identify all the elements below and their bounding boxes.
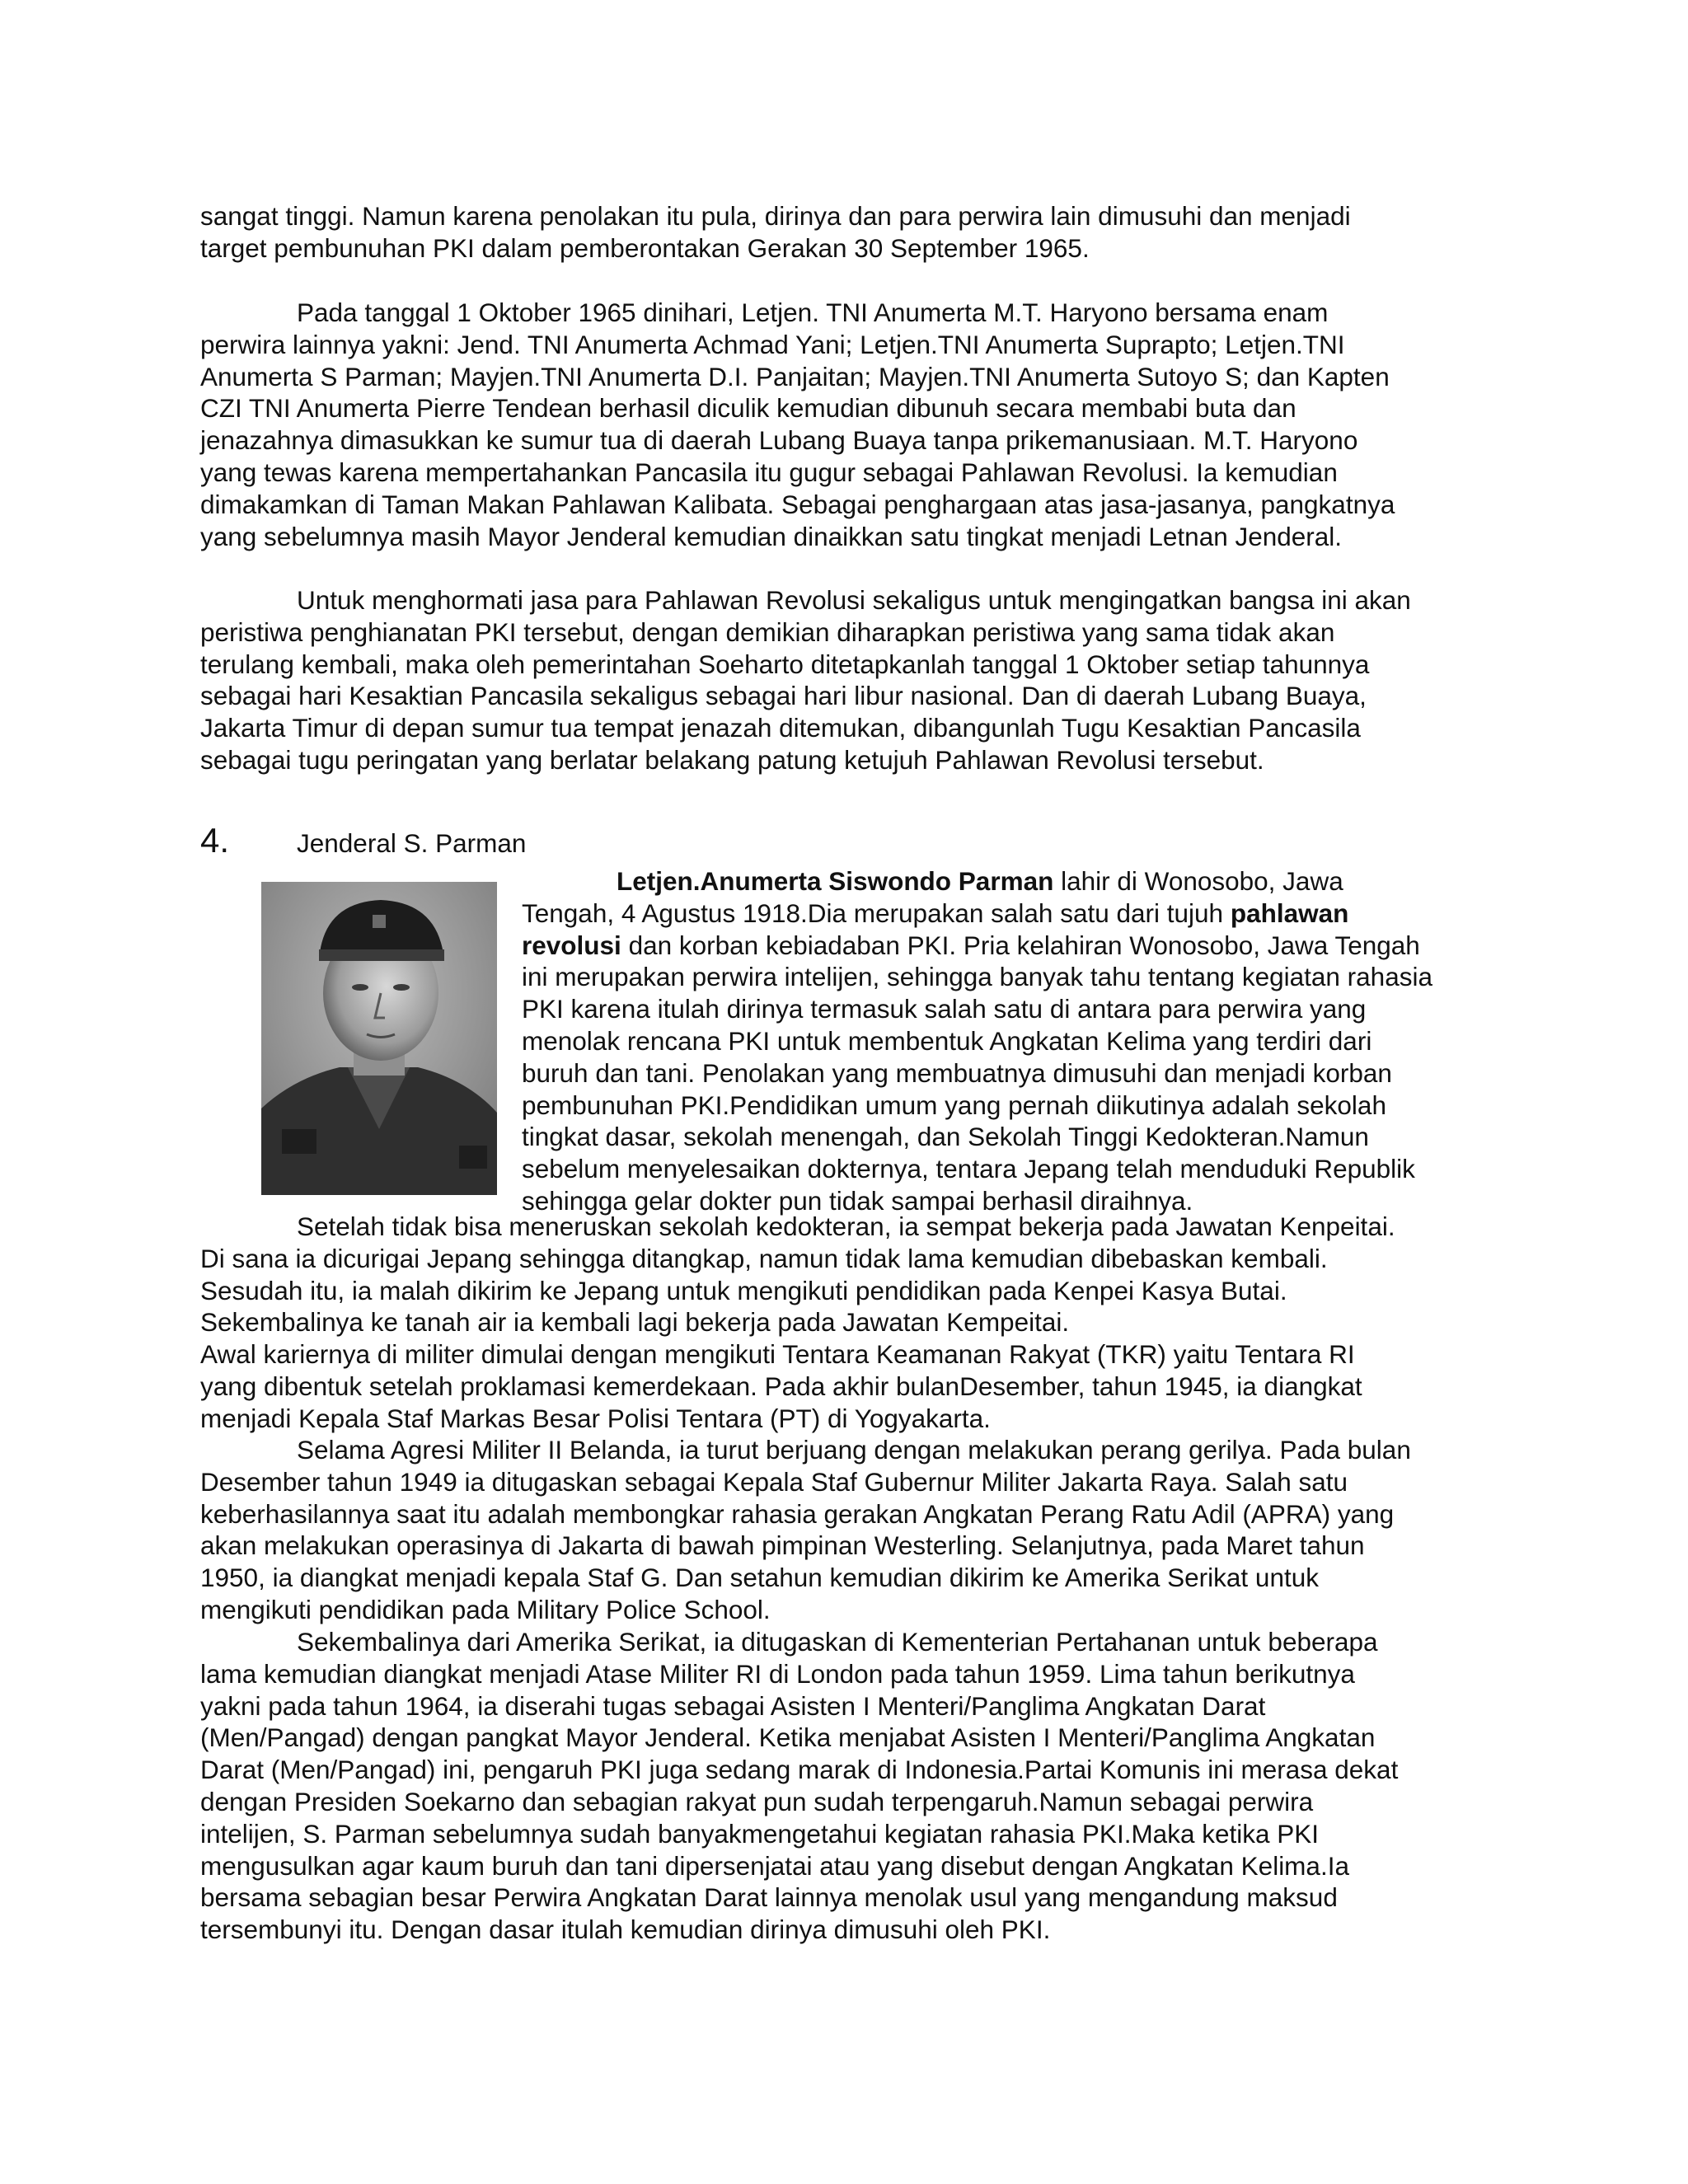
text-line: Jakarta Timur di depan sumur tua tempat jenazah ditemukan, dibangunlah Tugu Kesaktian Pancasila <box>200 713 1361 743</box>
text-line: Setelah tidak bisa meneruskan sekolah kedokteran, ia sempat bekerja pada Jawatan Kenpeitai. <box>297 1212 1395 1241</box>
text-line: sehingga gelar dokter pun tidak sampai berhasil diraihnya. <box>522 1185 1193 1216</box>
text-line: pembunuhan PKI.Pendidikan umum yang pernah diikutinya adalah sekolah <box>522 1090 1386 1120</box>
text-line: tingkat dasar, sekolah menengah, dan Sekolah Tinggi Kedokteran.Namun <box>522 1122 1369 1152</box>
text-line: Desember tahun 1949 ia ditugaskan sebagai Kepala Staf Gubernur Militer Jakarta Raya. Salah satu <box>200 1466 1348 1497</box>
text-line: yakni pada tahun 1964, ia diserahi tugas sebagai Asisten I Menteri/Panglima Angkatan Darat <box>200 1690 1266 1721</box>
text-line: menjadi Kepala Staf Markas Besar Polisi Tentara (PT) di Yogyakarta. <box>200 1403 991 1433</box>
text-line: Pada tanggal 1 Oktober 1965 dinihari, Letjen. TNI Anumerta M.T. Haryono bersama enam <box>297 298 1329 327</box>
section-number: 4. <box>200 821 230 860</box>
paragraph-5 <box>200 1338 1362 1434</box>
text-line: peristiwa penghianatan PKI tersebut, dengan demikian diharapkan peristiwa yang sama tidak akan <box>200 616 1335 647</box>
paragraph-1 <box>200 200 1351 265</box>
portrait-photo <box>261 882 497 1195</box>
text-line: Di sana ia dicurigai Jepang sehingga ditangkap, namun tidak lama kemudian dibebaskan kembali. <box>200 1243 1328 1273</box>
bio-intro: Letjen.Anumerta Siswondo Parman lahir di Wonosobo, Jawa Tengah, 4 Agustus 1918.Dia merupakan salah satu dari tujuh pahlawan revolusi dan korban kebiadaban PKI. Pria kelahiran Wonosobo, Jawa Tengah ini merupakan perwira intelijen, sehingga banyak tahu tentang kegiatan rahasia PKI karena itulah dirinya termasuk salah satu di antara para perwira yang menolak rencana PKI untuk membentuk Angkatan Kelima yang terdiri dari buruh dan tani. Penolakan yang membuatnya dimusuhi dan menjadi korban pembunuhan PKI.Pendidikan umum yang pernah diikutinya adalah sekolah tingkat dasar, sekolah menengah, dan Sekolah Tinggi Kedokteran.Namun sebelum menyelesaikan dokternya, tentara Jepang telah menduduki Republik sehingga gelar dokter pun tidak sampai berhasil diraihnya. <box>522 866 1432 1216</box>
section-heading <box>200 821 526 860</box>
person-name: Letjen.Anumerta Siswondo Parman <box>617 866 1054 896</box>
text-line: Awal kariernya di militer dimulai dengan mengikuti Tentara Keamanan Rakyat (TKR) yaitu Tentara RI <box>200 1339 1355 1369</box>
text-line: bersama sebagian besar Perwira Angkatan Darat lainnya menolak usul yang mengandung maksud <box>200 1882 1338 1913</box>
paragraph-2 <box>200 297 1395 552</box>
text-line: Anumerta S Parman; Mayjen.TNI Anumerta D.I. Panjaitan; Mayjen.TNI Anumerta Sutoyo S; dan Kapten <box>200 361 1390 391</box>
text-line: intelijen, S. Parman sebelumnya sudah banyakmengetahui kegiatan rahasia PKI.Maka ketika PKI <box>200 1818 1320 1849</box>
paragraph-7 <box>200 1626 1398 1946</box>
section-title: Jenderal S. Parman <box>297 828 527 858</box>
text-line: dengan Presiden Soekarno dan sebagian rakyat pun sudah terpengaruh.Namun sebagai perwira <box>200 1786 1314 1816</box>
paragraph-4 <box>200 1211 1395 1338</box>
text-line: Sekembalinya ke tanah air ia kembali lagi bekerja pada Jawatan Kempeitai. <box>200 1307 1070 1338</box>
text-line: dimakamkan di Taman Makan Pahlawan Kalibata. Sebagai penghargaan atas jasa-jasanya, pangkatnya <box>200 489 1395 519</box>
text-line: mengikuti pendidikan pada Military Police School. <box>200 1594 771 1624</box>
text-line: ini merupakan perwira intelijen, sehingga banyak tahu tentang kegiatan rahasia <box>522 962 1432 992</box>
text-line: 1950, ia diangkat menjadi kepala Staf G. Dan setahun kemudian dikirim ke Amerika Serikat untuk <box>200 1563 1319 1593</box>
text-line: yang sebelumnya masih Mayor Jenderal kemudian dinaikkan satu tingkat menjadi Letnan Jenderal. <box>200 521 1343 551</box>
text-line: sebelum menyelesaikan dokternya, tentara Jepang telah menduduki Republik <box>522 1154 1415 1184</box>
text-line: sebagai hari Kesaktian Pancasila sekaligus sebagai hari libur nasional. Dan di daerah Lubang Buaya, <box>200 681 1367 711</box>
text-line: mengusulkan agar kaum buruh dan tani dipersenjatai atau yang disebut dengan Angkatan Kelima.Ia <box>200 1850 1349 1881</box>
text-line: yang dibentuk setelah proklamasi kemerdekaan. Pada akhir bulanDesember, tahun 1945, ia diangkat <box>200 1371 1362 1401</box>
text-line: sebagai tugu peringatan yang berlatar belakang patung ketujuh Pahlawan Revolusi tersebut. <box>200 744 1264 775</box>
text-line: menolak rencana PKI untuk membentuk Angkatan Kelima yang terdiri dari <box>522 1025 1372 1056</box>
text-line: lama kemudian diangkat menjadi Atase Militer RI di London pada tahun 1959. Lima tahun berikutnya <box>200 1658 1355 1689</box>
text-line: keberhasilannya saat itu adalah membongkar rahasia gerakan Angkatan Perang Ratu Adil (APRA) yang <box>200 1498 1395 1529</box>
text-line: jenazahnya dimasukkan ke sumur tua di daerah Lubang Buaya tanpa prikemanusiaan. M.T. Haryono <box>200 425 1358 456</box>
text-line: Sesudah itu, ia malah dikirim ke Jepang untuk mengikuti pendidikan pada Kenpei Kasya Butai. <box>200 1275 1287 1305</box>
text-line: akan melakukan operasinya di Jakarta di bawah pimpinan Westerling. Selanjutnya, pada Maret tahun <box>200 1530 1365 1561</box>
text-line: perwira lainnya yakni: Jend. TNI Anumerta Achmad Yani; Letjen.TNI Anumerta Suprapto; Letjen.TNI <box>200 329 1345 359</box>
text-line: (Men/Pangad) dengan pangkat Mayor Jenderal. Ketika menjabat Asisten I Menteri/Panglima Angkatan <box>200 1722 1376 1753</box>
text-line: sangat tinggi. Namun karena penolakan itu pula, dirinya dan para perwira lain dimusuhi dan menjadi <box>200 201 1351 231</box>
text-line: tersembunyi itu. Dengan dasar itulah kemudian dirinya dimusuhi oleh PKI. <box>200 1915 1051 1945</box>
text-line: PKI karena itulah dirinya termasuk salah satu di antara para perwira yang <box>522 994 1367 1024</box>
text-line: buruh dan tani. Penolakan yang membuatnya dimusuhi dan menjadi korban <box>522 1057 1392 1088</box>
text-line: Darat (Men/Pangad) ini, pengaruh PKI juga sedang marak di Indonesia.Partai Komunis ini merasa dekat <box>200 1755 1399 1785</box>
text-line: Untuk menghormati jasa para Pahlawan Revolusi sekaligus untuk mengingatkan bangsa ini akan <box>297 585 1411 615</box>
paragraph-6 <box>200 1434 1411 1626</box>
text-line: CZI TNI Anumerta Pierre Tendean berhasil diculik kemudian dibunuh secara membabi buta dan <box>200 393 1296 424</box>
text-line: terulang kembali, maka oleh pemerintahan Soeharto ditetapkanlah tanggal 1 Oktober setiap tahunnya <box>200 649 1370 679</box>
text-line: target pembunuhan PKI dalam pemberontakan Gerakan 30 September 1965. <box>200 232 1090 263</box>
text-line: Sekembalinya dari Amerika Serikat, ia ditugaskan di Kementerian Pertahanan untuk beberapa <box>297 1627 1378 1657</box>
text-line: Selama Agresi Militer II Belanda, ia turut berjuang dengan melakukan perang gerilya. Pada bulan <box>297 1435 1411 1465</box>
paragraph-3 <box>200 584 1411 776</box>
text-line: yang tewas karena mempertahankan Pancasila itu gugur sebagai Pahlawan Revolusi. Ia kemudian <box>200 457 1338 487</box>
